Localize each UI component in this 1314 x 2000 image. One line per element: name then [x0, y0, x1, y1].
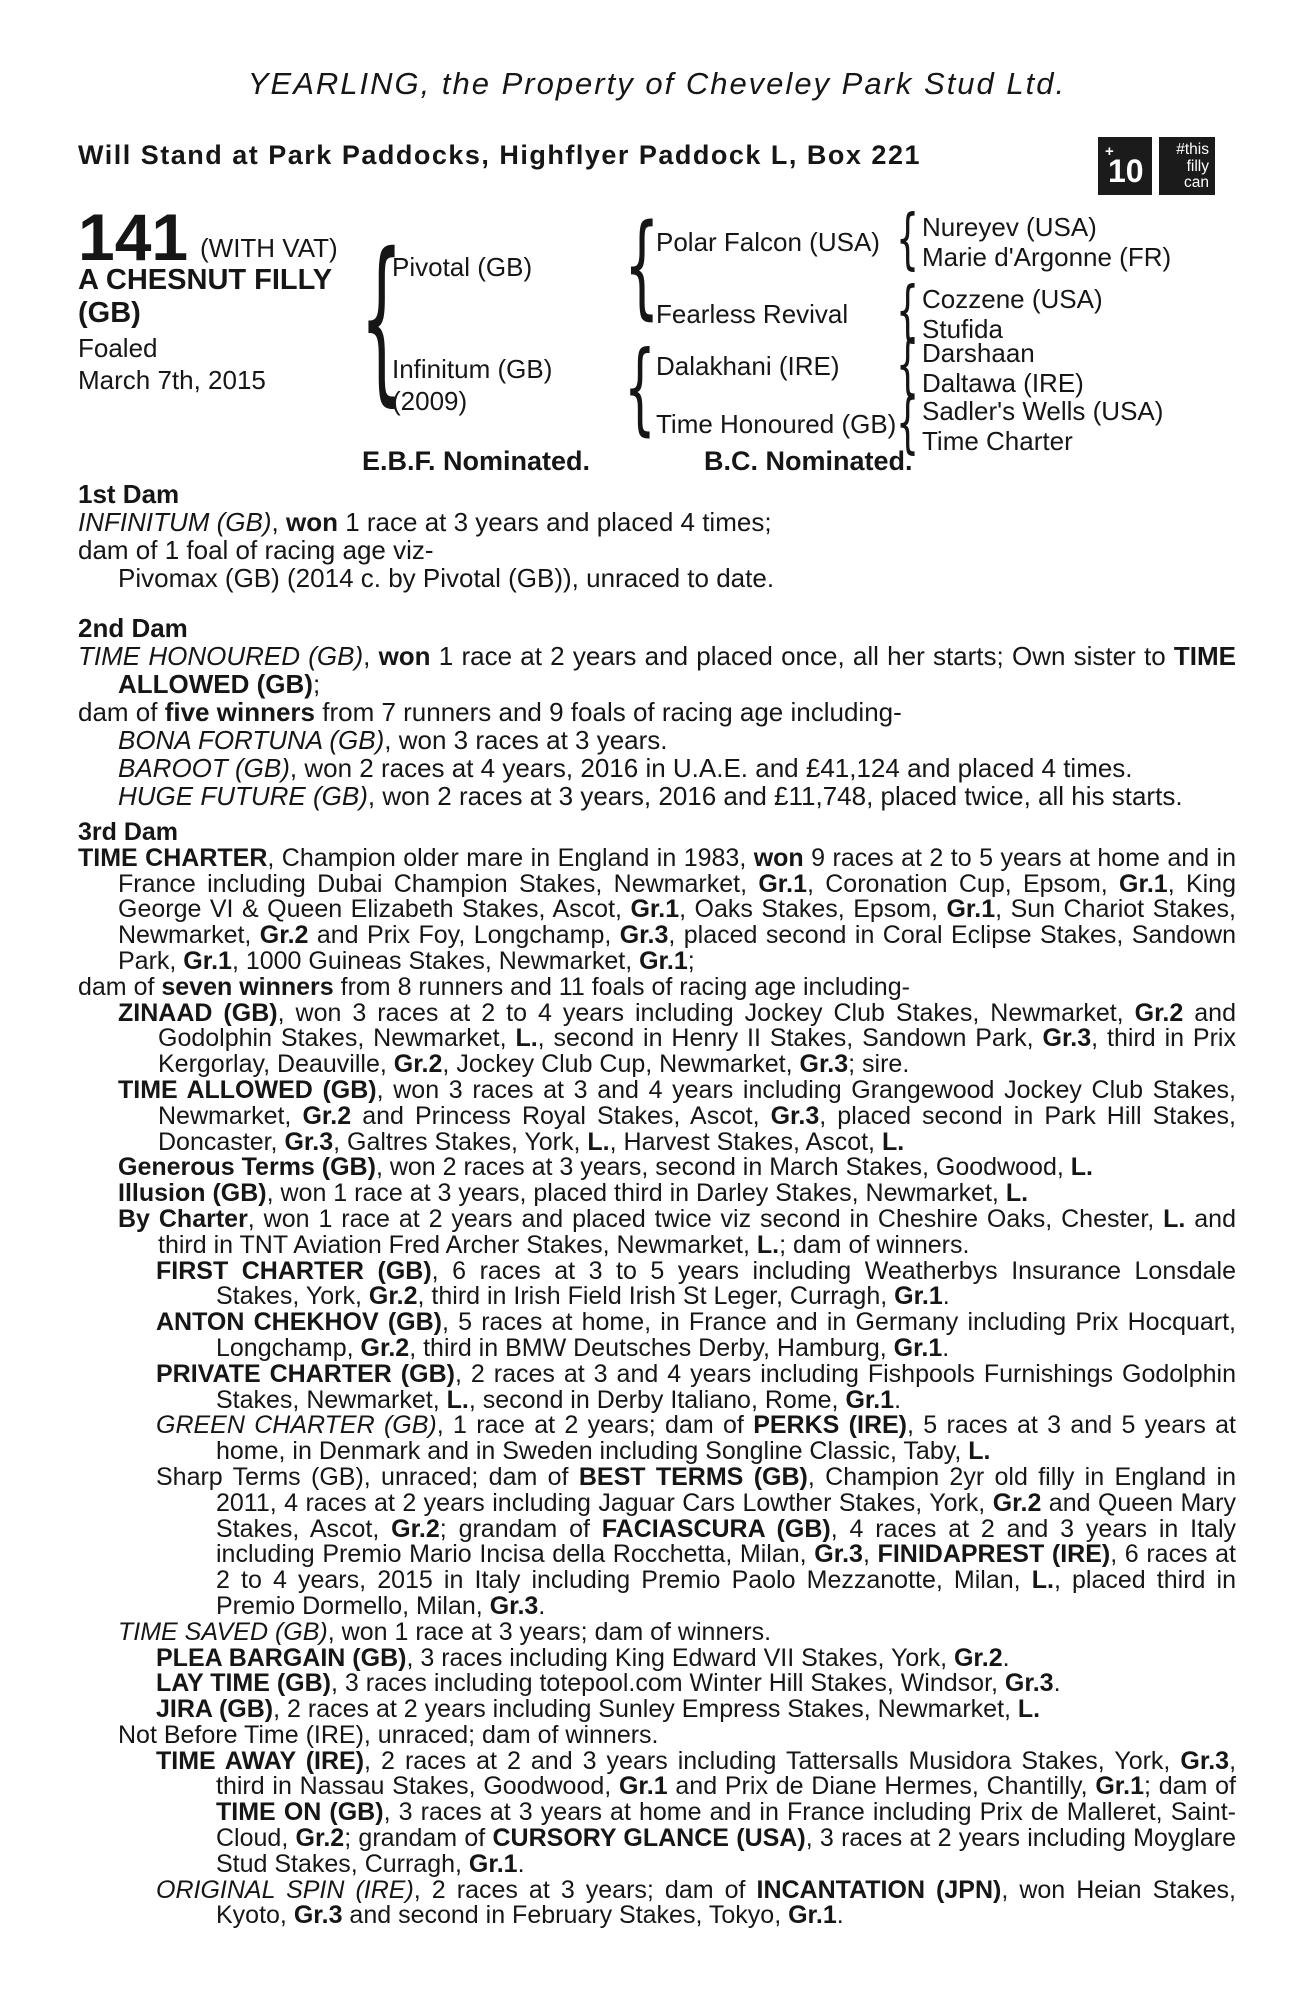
pedigree-entry: dam of seven winners from 8 runners and 11 foals of racing age including- [78, 972, 910, 1001]
ancestor-name: Nureyev (USA) [922, 212, 1097, 242]
brace-icon [624, 338, 656, 438]
dam-name: Infinitum (GB) [392, 354, 553, 384]
vat-note: (WITH VAT) [200, 233, 338, 263]
lot-description: A CHESNUT FILLY [78, 264, 333, 296]
badge-line: filly [1186, 157, 1209, 175]
dam-year: (2009) [392, 386, 468, 416]
bc-nominated-note: B.C. Nominated. [704, 446, 913, 476]
badge-line: #this [1176, 141, 1209, 158]
sire-name: Pivotal (GB) [392, 252, 533, 282]
plus-icon: + [1105, 143, 1114, 160]
pedigree-entry: PLEA BARGAIN (GB), 3 races including King Edward VII Stakes, York, Gr.2. [156, 1643, 1010, 1672]
brace-icon [896, 206, 919, 272]
dam-heading: 3rd Dam [78, 818, 179, 846]
pedigree-entry: JIRA (GB), 2 races at 2 years including Sunley Empress Stakes, Newmarket, L. [156, 1695, 1041, 1724]
catalog-body [78, 480, 1236, 1929]
pedigree-entry: Not Before Time (IRE), unraced; dam of winners. [118, 1720, 659, 1749]
pedigree-entry: ZINAAD (GB), won 3 races at 2 to 4 years including Jockey Club Stakes, Newmarket, Gr.2 and Godolphin Stakes, Newmarket, L., second in Henry II Stakes, Sandown Park, Gr.3, third in Prix Kergorlay, Deauville, Gr.2, Jockey Club Cup, Newmarket, Gr.3; sire. [118, 998, 1236, 1079]
pedigree-entry: ANTON CHEKHOV (GB), 5 races at home, in France and in Germany including Prix Hocquart, Longchamp, Gr.2, third in BMW Deutsches Derby, Hamburg, Gr.1. [156, 1308, 1236, 1362]
pedigree-entry: PRIVATE CHARTER (GB), 2 races at 3 and 4 years including Fishpools Furnishings Godolphin Stakes, Newmarket, L., second in Derby Italiano, Rome, Gr.1. [156, 1359, 1236, 1414]
pedigree-entry: TIME SAVED (GB), won 1 race at 3 years; dam of winners. [118, 1617, 772, 1646]
thisfillycan-badge [1159, 137, 1215, 195]
dam-heading: 1st Dam [78, 479, 180, 509]
ancestor-name: Sadler's Wells (USA) [922, 396, 1164, 426]
pedigree-entry: Generous Terms (GB), won 2 races at 3 years, second in March Stakes, Goodwood, L. [118, 1153, 1093, 1182]
pedigree-entry: Pivomax (GB) (2014 c. by Pivotal (GB)), unraced to date. [118, 563, 775, 593]
pedigree-entry: dam of 1 foal of racing age viz- [78, 535, 434, 565]
ancestor-name: Time Charter [922, 426, 1073, 456]
pedigree-entry: TIME HONOURED (GB), won 1 race at 2 years and placed once, all her starts; Own sister to TIME ALLOWED (GB); [78, 641, 1237, 699]
dam-section [78, 820, 1236, 1929]
foaled-label: Foaled [78, 333, 158, 363]
grandsire-name: Dalakhani (IRE) [656, 351, 840, 381]
pedigree-entry: TIME CHARTER, Champion older mare in England in 1983, won 9 races at 2 to 5 years at home and in France including Dubai Champion Stakes, Newmarket, Gr.1, Coronation Cup, Epsom, Gr.1, King George VI & Queen Elizabeth Stakes, Ascot, Gr.1, Oaks Stakes, Epsom, Gr.1, Sun Chariot Stakes, Newmarket, Gr.2 and Prix Foy, Longchamp, Gr.3, placed second in Coral Eclipse Stakes, Sandown Park, Gr.1, 1000 Guineas Stakes, Newmarket, Gr.1; [78, 843, 1237, 975]
stand-location-line: Will Stand at Park Paddocks, Highflyer Paddock L, Box 221 [78, 140, 921, 170]
dam-heading: 2nd Dam [78, 613, 188, 643]
foaled-date: March 7th, 2015 [78, 365, 266, 395]
pedigree-entry: dam of five winners from 7 runners and 9 foals of racing age including- [78, 697, 902, 727]
pedigree-entry: INFINITUM (GB), won 1 race at 3 years and placed 4 times; [78, 507, 772, 537]
ancestor-name: Daltawa (IRE) [922, 368, 1084, 398]
brace-icon [624, 210, 660, 322]
granddam-name: Time Honoured (GB) [656, 409, 897, 439]
pedigree-entry: LAY TIME (GB), 3 races including totepool.com Winter Hill Stakes, Windsor, Gr.3. [156, 1669, 1061, 1698]
grandsire-name: Polar Falcon (USA) [656, 227, 880, 257]
plus10-number: 10 [1108, 153, 1144, 189]
ancestor-name: Marie d'Argonne (FR) [922, 242, 1172, 272]
pedigree-entry: Illusion (GB), won 1 race at 3 years, placed third in Darley Stakes, Newmarket, L. [118, 1179, 1029, 1208]
badge-line: can [1184, 174, 1209, 191]
pedigree-entry: FIRST CHARTER (GB), 6 races at 3 to 5 years including Weatherbys Insurance Lonsdale Stakes, York, Gr.2, third in Irish Field Irish St Leger, Curragh, Gr.1. [156, 1256, 1236, 1311]
pedigree-entry: HUGE FUTURE (GB), won 2 races at 3 years, 2016 and £11,748, placed twice, all his starts. [118, 781, 1183, 811]
pedigree-entry: TIME ALLOWED (GB), won 3 races at 3 and 4 years including Grangewood Jockey Club Stakes, Newmarket, Gr.2 and Princess Royal Stakes, Ascot, Gr.3, placed second in Park Hill Stakes, Doncaster, Gr.3, Galtres Stakes, York, L., Harvest Stakes, Ascot, L. [118, 1075, 1237, 1156]
lot-country-suffix: (GB) [78, 297, 141, 329]
pedigree-entry: BONA FORTUNA (GB), won 3 races at 3 years. [118, 725, 668, 755]
pedigree-entry: By Charter, won 1 race at 2 years and placed twice viz second in Cheshire Oaks, Chester, L. and third in TNT Aviation Fred Archer Stakes, Newmarket, L.; dam of winners. [118, 1204, 1236, 1259]
dam-section [78, 480, 1236, 592]
granddam-name: Fearless Revival [656, 299, 849, 329]
plus10-badge [1098, 137, 1152, 195]
pedigree-entry: Sharp Terms (GB), unraced; dam of BEST TERMS (GB), Champion 2yr old filly in England in 2011, 4 races at 2 years including Jaguar Cars Lowther Stakes, York, Gr.2 and Queen Mary Stakes, Ascot, Gr.2; grandam of FACIASCURA (GB), 4 races at 2 and 3 years in Italy including Premio Mario Incisa della Rocchetta, Milan, Gr.3, FINIDAPREST (IRE), 6 races at 2 to 4 years, 2015 in Italy including Premio Paolo Mezzanotte, Milan, L., placed third in Premio Dormello, Milan, Gr.3. [156, 1462, 1237, 1620]
ancestor-name: Stufida [922, 314, 1003, 344]
ancestor-name: Cozzene (USA) [922, 284, 1103, 314]
pedigree-entry: GREEN CHARTER (GB), 1 race at 2 years; dam of PERKS (IRE), 5 races at 3 and 5 years at home, in Denmark and in Sweden including Songline Classic, Taby, L. [156, 1411, 1236, 1466]
ancestor-name: Darshaan [922, 338, 1035, 368]
dam-section [78, 614, 1236, 810]
ebf-nominated-note: E.B.F. Nominated. [362, 446, 591, 476]
page-title: YEARLING, the Property of Cheveley Park Stud Ltd. [247, 66, 1067, 101]
pedigree-entry: BAROOT (GB), won 2 races at 4 years, 2016 in U.A.E. and £41,124 and placed 4 times. [118, 753, 1133, 783]
pedigree-entry: ORIGINAL SPIN (IRE), 2 races at 3 years; dam of INCANTATION (JPN), won Heian Stakes, Kyoto, Gr.3 and second in February Stakes, Tokyo, Gr.1. [156, 1875, 1236, 1930]
lot-number: 141 [78, 200, 189, 274]
pedigree-entry: TIME AWAY (IRE), 2 races at 2 and 3 years including Tattersalls Musidora Stakes, York, Gr.3, third in Nassau Stakes, Goodwood, Gr.1 and Prix de Diane Hermes, Chantilly, Gr.1; dam of TIME ON (GB), 3 races at 3 years at home and in France including Prix de Malleret, Saint-Cloud, Gr.2; grandam of CURSORY GLANCE (USA), 3 races at 2 years including Moyglare Stud Stakes, Curragh, Gr.1. [156, 1746, 1237, 1878]
